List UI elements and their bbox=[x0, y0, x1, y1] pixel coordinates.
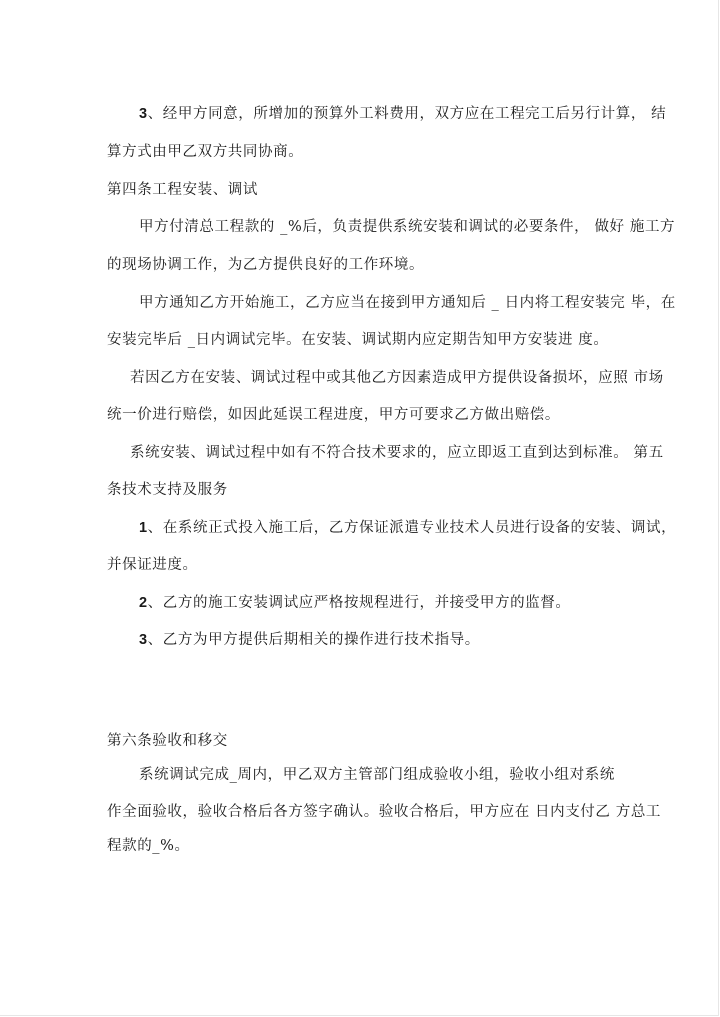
article-5-heading: 条技术支持及服务 bbox=[107, 482, 228, 498]
clause-number: 3 bbox=[139, 106, 148, 122]
article-4-para-4-line-1: 系统安装、调试过程中如有不符合技术要求的，应立即返工直到达到标准。 第五 bbox=[130, 445, 664, 461]
article-6-heading: 第六条验收和移交 bbox=[107, 733, 228, 749]
clause-text: 、经甲方同意，所增加的预算外工料费用，双方应在工程完工后另行计算， 结 bbox=[147, 106, 667, 122]
item-text: 、乙方的施工安装调试应严格按规程进行，并接受甲方的监督。 bbox=[147, 595, 571, 611]
article-5-item-2 bbox=[139, 593, 570, 613]
article-5-item-1-line-2: 并保证进度。 bbox=[107, 557, 198, 573]
article-4-para-3-line-2: 统一价进行赔偿，如因此延误工程进度，甲方可要求乙方做出赔偿。 bbox=[107, 407, 560, 423]
article-6-para-1-line-2: 作全面验收，验收合格后各方签字确认。验收合格后，甲方应在 日内支付乙 方总工 bbox=[107, 804, 662, 820]
article-6-para-1-line-3: 程款的_%。 bbox=[107, 838, 190, 854]
article-4-heading: 第四条工程安装、调试 bbox=[107, 182, 258, 198]
item-number: 3 bbox=[139, 632, 148, 648]
article-5-item-3 bbox=[139, 630, 480, 650]
article-4-para-2-line-1: 甲方通知乙方开始施工，乙方应当在接到甲方通知后 _ 日内将工程安装完 毕，在 bbox=[139, 295, 676, 311]
article-4-para-3-line-1: 若因乙方在安装、调试过程中或其他乙方因素造成甲方提供设备损坏，应照 市场 bbox=[130, 370, 664, 386]
article-5-item-1-line-1 bbox=[139, 518, 676, 538]
item-text: 、乙方为甲方提供后期相关的操作进行技术指导。 bbox=[147, 632, 480, 648]
article-6-para-1-line-1: 系统调试完成_周内，甲乙双方主管部门组成验收小组，验收小组对系统 bbox=[139, 767, 615, 783]
item-number: 1 bbox=[139, 520, 148, 536]
item-text: 、在系统正式投入施工后，乙方保证派遣专业技术人员进行设备的安装、调试， bbox=[147, 520, 677, 536]
clause-3-line-2: 算方式由甲乙双方共同协商。 bbox=[107, 144, 304, 160]
clause-3-line-1 bbox=[139, 104, 666, 124]
item-number: 2 bbox=[139, 595, 148, 611]
article-4-para-2-line-2: 安装完毕后 _日内调试完毕。在安装、调试期内应定期告知甲方安装进 度。 bbox=[107, 332, 609, 348]
article-4-para-1-line-1: 甲方付清总工程款的 _%后，负责提供系统安装和调试的必要条件， 做好 施工方 bbox=[139, 219, 676, 235]
article-4-para-1-line-2: 的现场协调工作，为乙方提供良好的工作环境。 bbox=[107, 257, 425, 273]
